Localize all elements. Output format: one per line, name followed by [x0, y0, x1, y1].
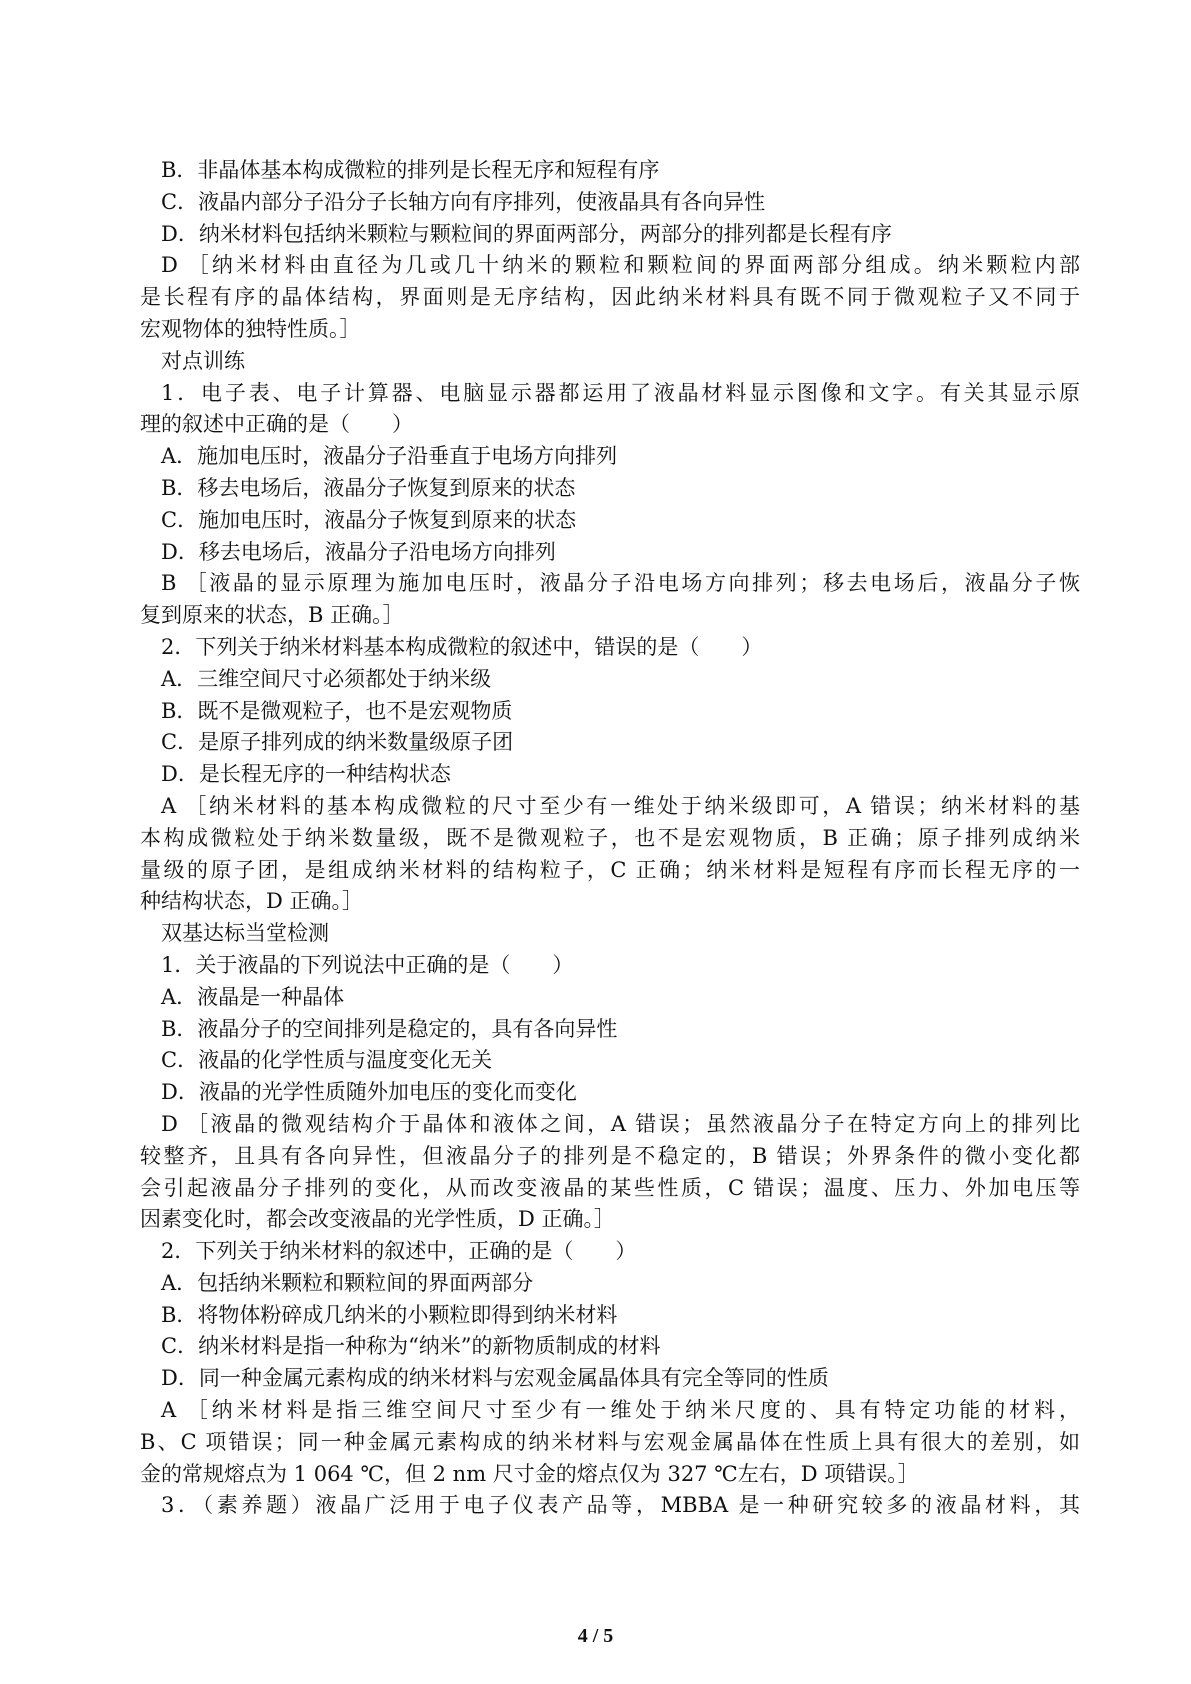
section-heading: 双基达标当堂检测 [161, 921, 329, 946]
option-line: D．是长程无序的一种结构状态 [161, 762, 451, 787]
option-line: C．是原子排列成的纳米数量级原子团 [161, 730, 514, 755]
question-line: 2．下列关于纳米材料基本构成微粒的叙述中，错误的是（ ） [161, 634, 763, 659]
question-line: 1．电子表、电子计算器、电脑显示器都运用了液晶材料显示图像和文字。有关其显示原 [161, 380, 1080, 405]
page-number: 4 / 5 [577, 1625, 614, 1647]
option-line: B．液晶分子的空间排列是稳定的，具有各向异性 [161, 1016, 618, 1041]
answer-line: A ［纳米材料的基本构成微粒的尺寸至少有一维处于纳米级即可，A 错误；纳米材料的基 [161, 793, 1080, 818]
answer-line: 金的常规熔点为 1 064 ℃，但 2 nm 尺寸金的熔点仅为 327 ℃左右，D 项错误。］ [140, 1461, 919, 1486]
option-line: A．三维空间尺寸必须都处于纳米级 [161, 666, 492, 691]
answer-line: B ［液晶的显示原理为施加电压时，液晶分子沿电场方向排列；移去电场后，液晶分子恢 [161, 571, 1080, 596]
option-line: D．液晶的光学性质随外加电压的变化而变化 [161, 1080, 577, 1105]
section-heading: 对点训练 [161, 348, 245, 373]
answer-line: B、C 项错误；同一种金属元素构成的纳米材料与宏观金属晶体在性质上具有很大的差别，如 [140, 1429, 1080, 1454]
document-body [140, 155, 1080, 1522]
option-line: C．液晶内部分子沿分子长轴方向有序排列，使液晶具有各向异性 [161, 189, 766, 214]
option-line: B．将物体粉碎成几纳米的小颗粒即得到纳米材料 [161, 1302, 618, 1327]
option-line: C．液晶的化学性质与温度变化无关 [161, 1048, 493, 1073]
answer-line: 因素变化时，都会改变液晶的光学性质，D 正确。］ [140, 1207, 616, 1232]
answer-line: 本构成微粒处于纳米数量级，既不是微观粒子，也不是宏观物质，B 正确；原子排列成纳米 [140, 825, 1080, 850]
question-line: 理的叙述中正确的是（ ） [140, 412, 413, 437]
option-line: B．非晶体基本构成微粒的排列是长程无序和短程有序 [161, 158, 660, 182]
answer-line: 宏观物体的独特性质。］ [140, 316, 361, 341]
answer-line: 种结构状态，D 正确。］ [140, 889, 364, 914]
question-line: 1．关于液晶的下列说法中正确的是（ ） [161, 952, 574, 977]
answer-line: A ［纳米材料是指三维空间尺寸至少有一维处于纳米尺度的、具有特定功能的材料， [161, 1398, 1080, 1423]
answer-line: 是长程有序的晶体结构，界面则是无序结构，因此纳米材料具有既不同于微观粒子又不同于 [140, 285, 1080, 310]
question-line: 3．（素养题）液晶广泛用于电子仪表产品等，MBBA 是一种研究较多的液晶材料，其 [161, 1493, 1080, 1518]
question-line: 2．下列关于纳米材料的叙述中，正确的是（ ） [161, 1239, 637, 1264]
option-line: D．纳米材料包括纳米颗粒与颗粒间的界面两部分，两部分的排列都是长程有序 [161, 221, 892, 246]
option-line: A．施加电压时，液晶分子沿垂直于电场方向排列 [161, 444, 618, 469]
option-line: A．包括纳米颗粒和颗粒间的界面两部分 [161, 1270, 534, 1295]
answer-line: 复到原来的状态，B 正确。］ [140, 603, 404, 628]
answer-line: 会引起液晶分子排列的变化，从而改变液晶的某些性质，C 错误；温度、压力、外加电压等 [140, 1175, 1080, 1200]
answer-line: 较整齐，且具有各向异性，但液晶分子的排列是不稳定的，B 错误；外界条件的微小变化都 [140, 1143, 1080, 1168]
answer-line: 量级的原子团，是组成纳米材料的结构粒子，C 正确；纳米材料是短程有序而长程无序的一 [140, 857, 1080, 882]
answer-line: D ［纳米材料由直径为几或几十纳米的颗粒和颗粒间的界面两部分组成。纳米颗粒内部 [161, 253, 1080, 278]
option-line: B．既不是微观粒子，也不是宏观物质 [161, 698, 513, 723]
option-line: C．纳米材料是指一种称为“纳米”的新物质制成的材料 [161, 1334, 661, 1359]
option-line: B．移去电场后，液晶分子恢复到原来的状态 [161, 475, 576, 500]
option-line: D．移去电场后，液晶分子沿电场方向排列 [161, 539, 556, 564]
answer-line: D ［液晶的微观结构介于晶体和液体之间，A 错误；虽然液晶分子在特定方向上的排列比 [161, 1111, 1080, 1136]
option-line: A．液晶是一种晶体 [161, 984, 345, 1009]
option-line: C．施加电压时，液晶分子恢复到原来的状态 [161, 507, 577, 532]
option-line: D．同一种金属元素构成的纳米材料与宏观金属晶体具有完全等同的性质 [161, 1366, 829, 1391]
